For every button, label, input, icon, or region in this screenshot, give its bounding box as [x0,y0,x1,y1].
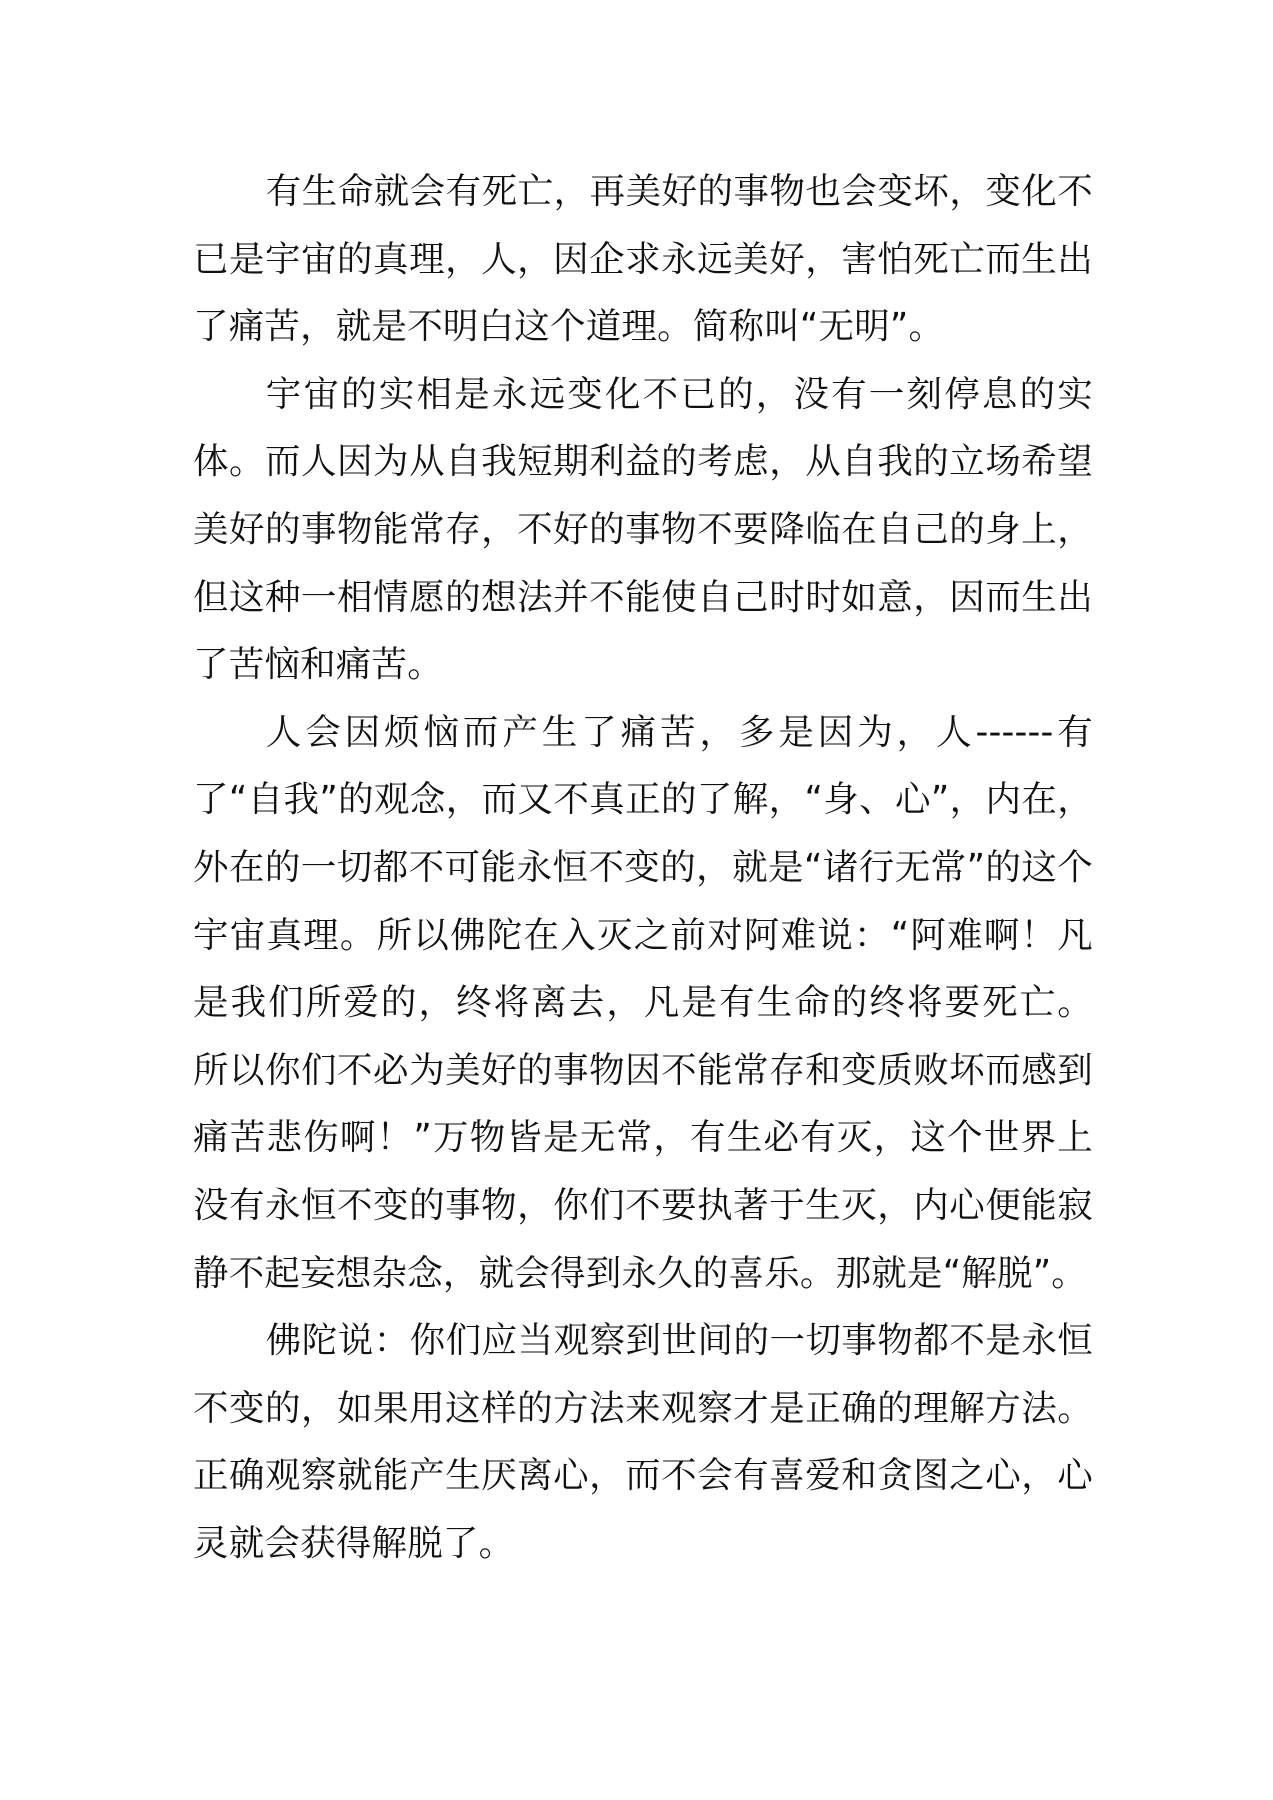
paragraph-3: 人会因烦恼而产生了痛苦，多是因为，人------有了“自我”的观念，而又不真正的了解，“身、心”，内在，外在的一切都不可能永恒不变的，就是“诸行无常”的这个宇宙真理。所以佛陀在入灭之前对阿难说：“阿难啊！凡是我们所爱的，终将离去，凡是有生命的终将要死亡。 所以你们不必为美好的事物因不能常存和变质败坏而感到痛苦悲伤啊！”万物皆是无常，有生必有灭，这个世界上没有永恒不变的事物，你们不要执著于生灭，内心便能寂静不起妄想杂念，就会得到永久的喜乐。那就是“解脱”。 [193,711,1093,1294]
paragraph-1: 有生命就会有死亡，再美好的事物也会变坏，变化不已是宇宙的真理，人，因企求永远美好，害怕死亡而生出了痛苦，就是不明白这个道理。简称叫“无明”。 [193,171,1093,348]
paragraph-4: 佛陀说：你们应当观察到世间的一切事物都不是永恒不变的，如果用这样的方法来观察才是正确的理解方法。正确观察就能产生厌离心，而不会有喜爱和贪图之心，心灵就会获得解脱了。 [193,1320,1093,1564]
document-body [193,158,1093,1577]
paragraph-2: 宇宙的实相是永远变化不已的，没有一刻停息的实体。而人因为从自我短期利益的考虑，从自我的立场希望美好的事物能常存，不好的事物不要降临在自己的身上，但这种一相情愿的想法并不能使自己时时如意，因而生出了苦恼和痛苦。 [193,373,1093,686]
